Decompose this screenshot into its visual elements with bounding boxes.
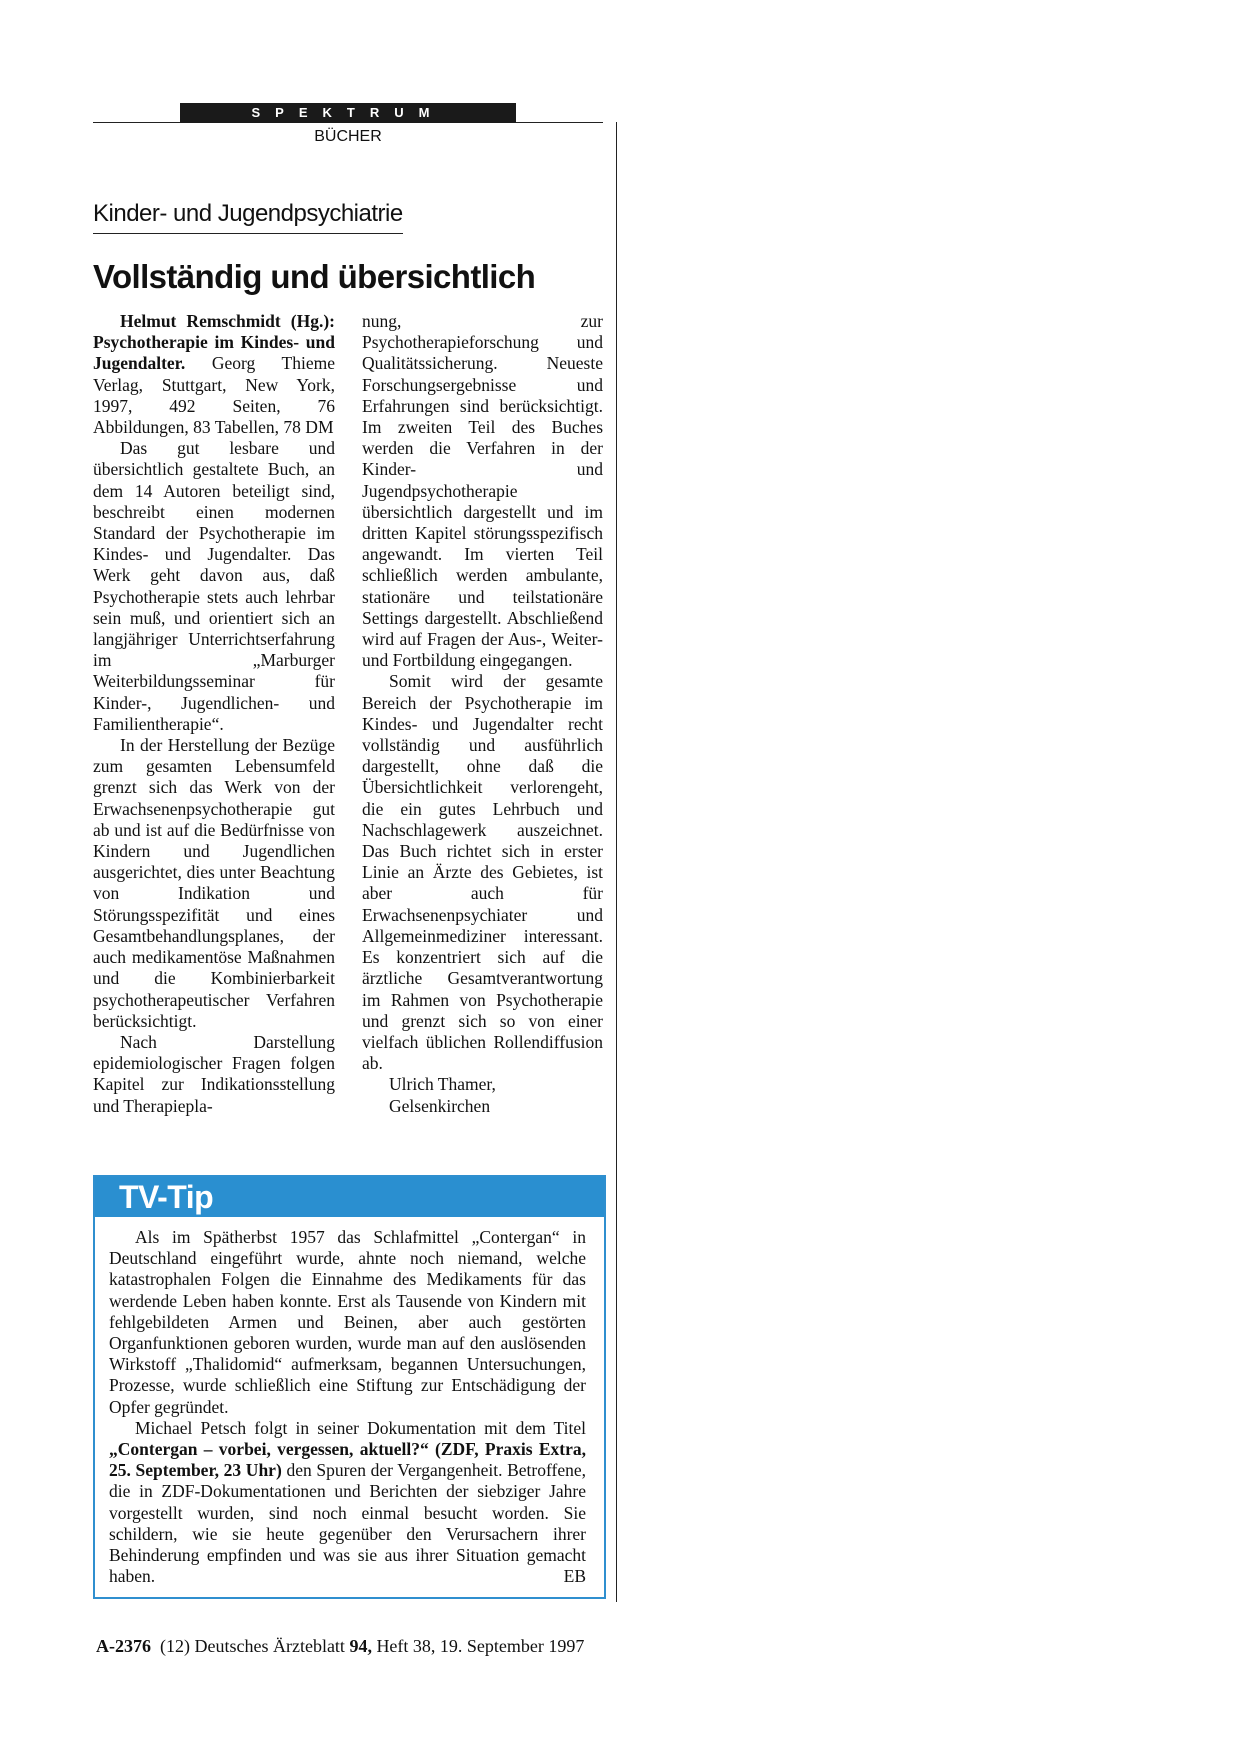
bibliography-details: Georg Thieme Verlag, Stuttgart, New York, 1997, 492 Seiten, 76 Abbildungen, 83 Tabellen, 78 DM — [93, 353, 335, 438]
section-label: SPEKTRUM — [180, 103, 516, 123]
article-column-1 — [93, 311, 335, 1117]
author-name: Ulrich Thamer, — [389, 1074, 496, 1095]
tv-tip-text: den Spuren der Vergangenheit. Betroffene, die in ZDF-Dokumentationen und Berichten der siebziger Jahre vorgestellt wurden, sind noch einmal besucht worden. Sie schildern, wie sie heute gegenüber den Verursachern ihrer Behinderung empfinden und was sie aus ihrer Situation gemacht haben. — [109, 1460, 586, 1587]
article-paragraph: Das gut lesbare und übersichtlich gestaltete Buch, an dem 14 Autoren beteiligt sind, beschreibt einen modernen Standard der Psychotherapie im Kindes- und Jugendalter. Das Werk geht davon aus, daß Psychotherapie stets auch lehrbar sein muß, und orientiert sich an langjähriger Unterrichtserfahrung im „Marburger Weiterbildungsseminar für Kinder-, Jugendlichen- und Familientherapie“. — [93, 438, 335, 734]
article-paragraph: In der Herstellung der Bezüge zum gesamten Lebensumfeld grenzt sich das Werk von der Erwachsenenpsychotherapie gut ab und ist auf die Bedürfnisse von Kindern und Jugendlichen ausgerichtet, dies unter Beachtung von Indikation und Störungsspezifität und eines Gesamtbehandlungsplanes, der auch medikamentöse Maßnahmen und die Kombinierbarkeit psychotherapeutischer Verfahren berücksichtigt. — [93, 735, 335, 1031]
tv-tip-paragraph: Als im Spätherbst 1957 das Schlafmittel „Contergan“ in Deutschland eingeführt wurde, ahnte noch niemand, welche katastrophalen Folgen die Einnahme des Medikaments für das werdende Leben haben konnte. Erst als Tausende von Kindern mit fehlgebildeten Armen und Beinen, aber auch gestörten Organfunktionen geboren wurden, wurde man auf den auslösenden Wirkstoff „Thalidomid“ aufmerksam, begannen Untersuchungen, Prozesse, wurde schließlich eine Stiftung zur Entschädigung der Opfer gegründet. — [109, 1227, 586, 1417]
tv-tip-body — [109, 1227, 586, 1587]
column-divider — [616, 122, 617, 1602]
tv-tip-text: Michael Petsch folgt in seiner Dokumentation mit dem Titel — [135, 1417, 586, 1438]
subsection-label: BÜCHER — [314, 128, 382, 145]
page-number: A-2376 — [96, 1636, 151, 1656]
tv-tip-program: „Contergan – vorbei, vergessen, aktuell?“ (ZDF, Praxis Extra, 25. September, 23 Uhr) — [109, 1439, 586, 1481]
article-column-2 — [362, 311, 603, 1117]
article-paragraph-continued: nung, zur Psychotherapieforschung und Qualitätssicherung. Neueste Forschungsergebnisse und Erfahrungen sind berücksichtigt. Im zweiten Teil des Buches werden die Verfahren in der Kinder- und Jugendpsychotherapie übersichtlich dargestellt und im dritten Kapitel störungsspezifisch angewandt. Im vierten Teil schließlich werden ambulante, stationäre und teilstationäre Settings dargestellt. Abschließend wird auf Fragen der Aus-, Weiter- und Fortbildung eingegangen. — [362, 311, 603, 671]
article-paragraph: Somit wird der gesamte Bereich der Psychotherapie im Kindes- und Jugendalter recht vollständig und ausführlich dargestellt, ohne daß die Übersichtlichkeit verlorengeht, die ein gutes Lehrbuch und Nachschlagewerk auszeichnet. Das Buch richtet sich in erster Linie an Ärzte des Gebietes, ist aber auch für Erwachsenenpsychiater und Allgemeinmediziner interessant. Es konzentriert sich auf die ärztliche Gesamtverantwortung im Rahmen von Psychotherapie und grenzt sich so von einer vielfach üblichen Rollendiffusion ab. — [362, 671, 603, 1074]
volume-number: 94, — [349, 1636, 372, 1656]
article-headline: Vollständig und übersichtlich — [93, 258, 536, 295]
article-paragraph: Nach Darstellung epidemiologischer Fragen folgen Kapitel zur Indikationsstellung und Therapiepla- — [93, 1031, 335, 1116]
tv-tip-signature: EB — [563, 1566, 586, 1587]
author-city: Gelsenkirchen — [389, 1095, 491, 1116]
tv-tip-paragraph — [109, 1418, 586, 1588]
article-kicker: Kinder- und Jugendpsychiatrie — [93, 200, 403, 234]
bibliography — [93, 311, 335, 438]
tv-tip-title: TV-Tip — [95, 1177, 604, 1217]
journal-name: (12) Deutsches Ärzteblatt — [160, 1636, 350, 1656]
page-footer — [96, 1636, 584, 1657]
issue-date: Heft 38, 19. September 1997 — [371, 1636, 585, 1656]
bibliography-title: Helmut Remschmidt (Hg.): Psychotherapie im Kindes- und Jugendalter. — [93, 311, 335, 374]
tv-tip-box — [93, 1175, 606, 1599]
